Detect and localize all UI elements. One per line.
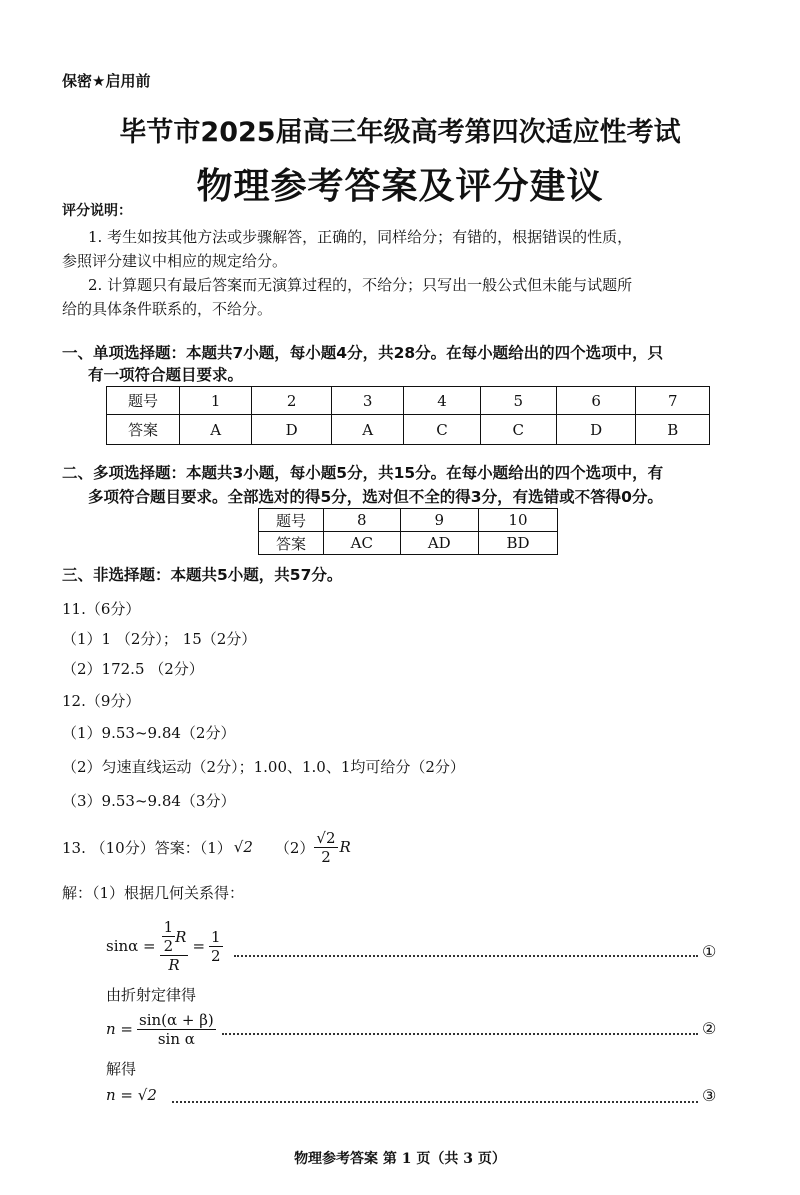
scoring-note-1-line-1: 1. 考生如按其他方法或步骤解答，正确的，同样给分；有错的，根据错误的性质， (88, 228, 633, 246)
eq1-equals: = (192, 937, 206, 955)
eq1-inner-numerator: 1 (163, 918, 174, 936)
q11-answer-2: （2）172.5 （2分） (62, 660, 204, 678)
eq1-rhs-numerator: 1 (211, 927, 221, 946)
equation-3-marker: ③ (702, 1086, 717, 1105)
question-number-cell: 5 (480, 387, 556, 415)
answer-cell: D (556, 415, 636, 445)
eq2-denominator: sin α (157, 1029, 195, 1048)
eq1-numerator-r: R (175, 927, 187, 946)
answer-row (259, 532, 558, 555)
question-number-cell: 4 (404, 387, 480, 415)
section-2-answer-table (258, 508, 558, 555)
solution-intro: 解：（1）根据几何关系得： (62, 884, 245, 902)
equation-1-marker: ① (702, 942, 717, 961)
scoring-note-1-line-2: 参照评分建议中相应的规定给分。 (62, 252, 288, 270)
answer-cell: BD (478, 532, 557, 555)
question-number-cell: 2 (252, 387, 332, 415)
q11-answer-1: （1）1 （2分）； 15（2分） (62, 630, 257, 648)
eq1-main-denominator: R (168, 956, 180, 974)
answer-cell: D (252, 415, 332, 445)
section-1-heading-line-1: 一、单项选择题：本题共7小题，每小题4分，共28分。在每小题给出的四个选项中，只 (62, 344, 664, 362)
section-1-answer-table (106, 386, 710, 445)
page-footer: 物理参考答案 第 1 页（共 3 页） (294, 1151, 506, 1167)
scoring-note-2-line-1: 2. 计算题只有最后答案而无演算过程的，不给分；只写出一般公式但未能与试题所 (88, 276, 633, 294)
answer-cell: AD (400, 532, 478, 555)
section-1-heading-line-2: 有一项符合题目要求。 (88, 366, 244, 384)
question-number-cell: 10 (478, 509, 557, 532)
q13-part-2: （2） (274, 838, 315, 857)
q13-answer-2-denominator: 2 (321, 847, 331, 866)
eq1-main-numerator (160, 918, 189, 956)
answer-cell: A (331, 415, 403, 445)
section-2-heading-line-2: 多项符合题目要求。全部选对的得5分，选对但不全的得3分，有选错或不答得0分。 (88, 488, 663, 506)
answer-cell: C (480, 415, 556, 445)
answer-label-cell: 答案 (259, 532, 324, 555)
dotted-leader (234, 955, 698, 957)
q13-answer-line (62, 822, 351, 872)
eq1-lhs: sinα = (106, 937, 156, 955)
question-label-cell: 题号 (259, 509, 324, 532)
question-number-cell: 9 (400, 509, 478, 532)
q11-title: 11.（6分） (62, 600, 141, 618)
scoring-note-2-line-2: 给的具体条件联系的，不给分。 (62, 300, 273, 318)
question-number-row (259, 509, 558, 532)
dotted-leader (172, 1101, 698, 1103)
solve-text: 解得 (106, 1060, 137, 1078)
question-number-row (107, 387, 710, 415)
answer-label-cell: 答案 (107, 415, 180, 445)
eq1-main-fraction (160, 918, 189, 974)
question-number-cell: 3 (331, 387, 403, 415)
equation-2 (106, 1006, 216, 1052)
q13-answer-2-fraction (314, 829, 337, 866)
section-3-heading: 三、非选择题：本题共5小题，共57分。 (62, 566, 343, 584)
q12-answer-3: （3）9.53~9.84（3分） (62, 792, 236, 810)
answer-cell: AC (324, 532, 401, 555)
q12-title: 12.（9分） (62, 692, 141, 710)
q12-answer-1: （1）9.53~9.84（2分） (62, 724, 236, 742)
answer-cell: A (180, 415, 252, 445)
q13-answer-1: √2 (233, 838, 253, 856)
section-2-heading-line-1: 二、多项选择题：本题共3小题，每小题5分，共15分。在每小题给出的四个选项中，有 (62, 464, 664, 482)
question-number-cell: 8 (324, 509, 401, 532)
document-title: 物理参考答案及评分建议 (196, 166, 604, 207)
equation-1 (106, 910, 223, 982)
refraction-law-text: 由折射定律得 (106, 986, 197, 1004)
answer-cell: B (636, 415, 710, 445)
confidential-label: 保密★启用前 (62, 72, 151, 90)
equation-3: n = √2 (106, 1086, 157, 1104)
question-number-cell: 6 (556, 387, 636, 415)
dotted-leader (222, 1033, 698, 1035)
eq1-inner-denominator: 2 (163, 937, 174, 955)
q12-answer-2: （2）匀速直线运动（2分）；1.00、1.0、1均可给分（2分） (62, 758, 465, 776)
answer-cell: C (404, 415, 480, 445)
question-number-cell: 1 (180, 387, 252, 415)
eq1-rhs-denominator: 2 (211, 946, 221, 965)
scoring-notes-heading: 评分说明： (62, 203, 132, 219)
answer-row (107, 415, 710, 445)
q13-prefix: 13. （10分）答案：（1） (62, 838, 232, 857)
exam-title: 毕节市2025届高三年级高考第四次适应性考试 (119, 117, 681, 148)
q13-answer-2-variable: R (339, 838, 351, 856)
eq1-inner-fraction (162, 918, 176, 955)
equation-2-marker: ② (702, 1019, 717, 1038)
eq2-fraction (137, 1011, 216, 1048)
question-number-cell: 7 (636, 387, 710, 415)
question-label-cell: 题号 (107, 387, 180, 415)
eq2-numerator: sin(α + β) (139, 1010, 214, 1029)
eq1-rhs-fraction (209, 928, 223, 965)
q13-answer-2-numerator: √2 (316, 828, 336, 847)
eq2-lhs: n = (106, 1020, 133, 1038)
